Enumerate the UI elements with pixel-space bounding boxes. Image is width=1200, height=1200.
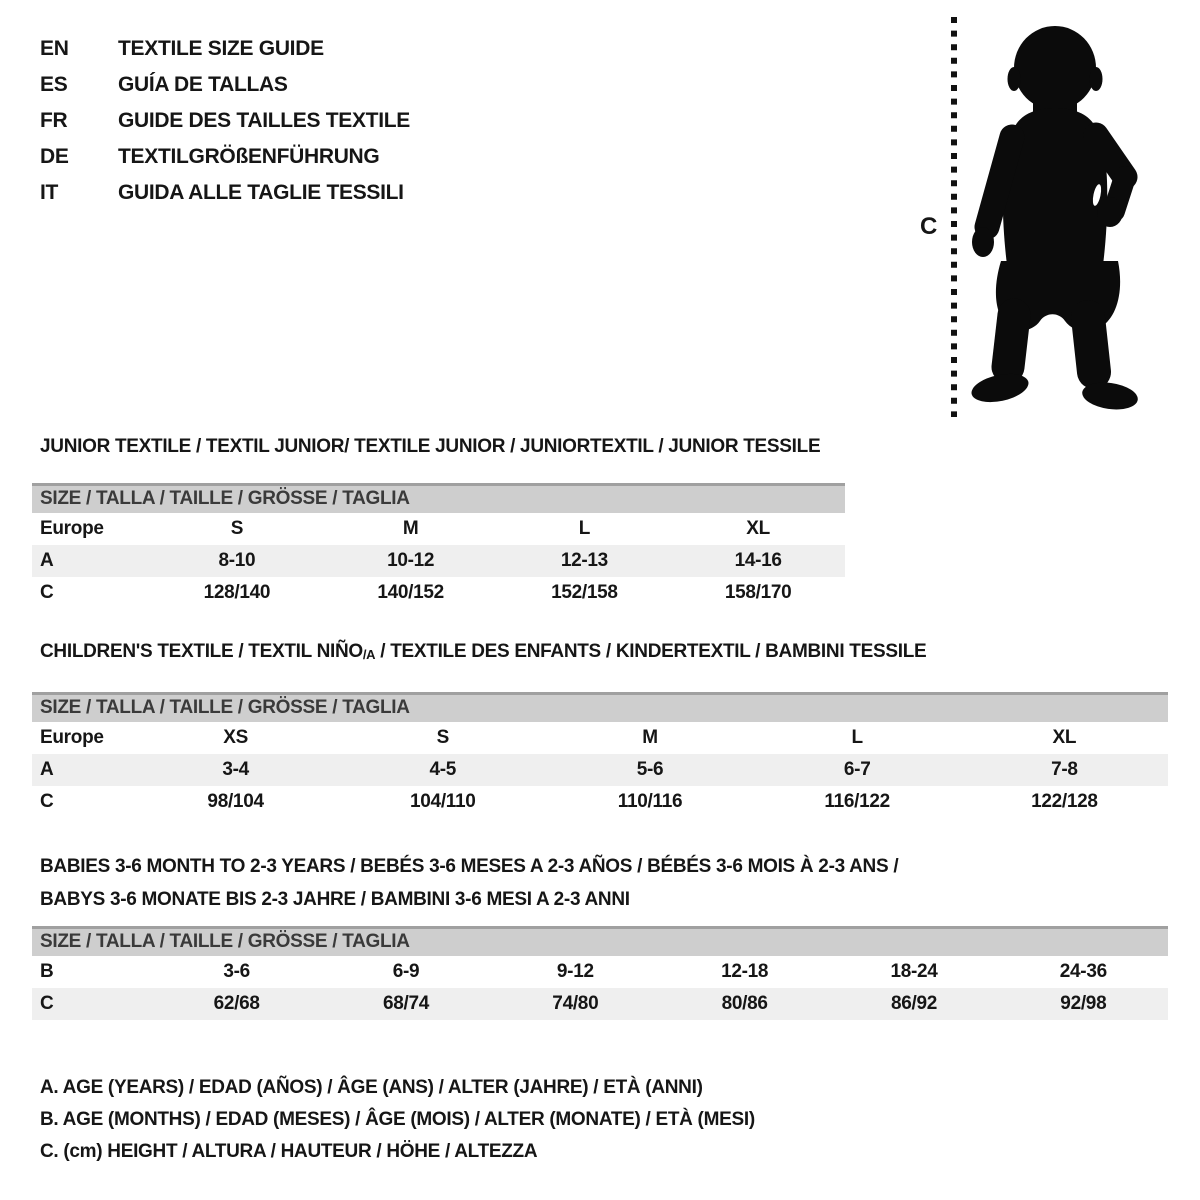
age-cell: 24-36 — [1059, 961, 1107, 982]
age-cell: 12-18 — [721, 961, 769, 982]
table-row-height-cm — [32, 988, 1168, 1020]
table-row-age-years — [32, 754, 1168, 786]
language-row-de — [40, 139, 410, 175]
row-label: A — [40, 759, 54, 780]
height-cell: 104/110 — [410, 791, 476, 812]
language-code: FR — [40, 109, 68, 132]
size-cell: S — [436, 727, 449, 748]
language-row-en — [40, 31, 410, 67]
babies-title-line1: BABIES 3-6 MONTH TO 2-3 YEARS / BEBÉS 3-6 MESES A 2-3 AÑOS / BÉBÉS 3-6 MOIS À 2-3 ANS / — [40, 856, 899, 877]
table-row-age-months — [32, 956, 1168, 988]
height-cell: 98/104 — [207, 791, 264, 812]
junior-section-title: JUNIOR TEXTILE / TEXTIL JUNIOR/ TEXTILE JUNIOR / JUNIORTEXTIL / JUNIOR TESSILE — [40, 436, 821, 457]
height-cell: 80/86 — [721, 993, 768, 1014]
height-cell: 152/158 — [551, 582, 618, 603]
age-cell: 7-8 — [1051, 759, 1078, 780]
measure-legend — [40, 1072, 755, 1168]
age-cell: 18-24 — [890, 961, 938, 982]
legend-height-cm: C. (cm) HEIGHT / ALTURA / HAUTEUR / HÖHE / ALTEZZA — [40, 1141, 538, 1162]
age-cell: 3-6 — [223, 961, 250, 982]
height-cell: 68/74 — [382, 993, 430, 1014]
row-label: C — [40, 791, 54, 812]
size-cell: XL — [1052, 727, 1077, 748]
height-cell: 110/116 — [617, 791, 683, 812]
row-label: Europe — [40, 518, 104, 539]
language-row-fr — [40, 103, 410, 139]
row-label: C — [40, 993, 54, 1014]
toddler-silhouette — [955, 15, 1150, 425]
height-cell: 122/128 — [1031, 791, 1098, 812]
table-row-height-cm — [32, 786, 1168, 818]
age-cell: 5-6 — [636, 759, 664, 780]
guide-title-es: GUÍA DE TALLAS — [118, 73, 288, 96]
children-title-prefix: CHILDREN'S TEXTILE / TEXTIL NIÑO — [40, 641, 363, 662]
age-cell: 6-9 — [392, 961, 420, 982]
age-cell: 10-12 — [387, 550, 435, 571]
language-row-it — [40, 175, 410, 211]
age-cell: 6-7 — [843, 759, 871, 780]
table-row-europe — [32, 513, 845, 545]
height-cell: 92/98 — [1060, 993, 1107, 1014]
size-cell: L — [851, 727, 863, 748]
size-cell: L — [578, 518, 591, 539]
legend-age-months: B. AGE (MONTHS) / EDAD (MESES) / ÂGE (MOIS) / ALTER (MONATE) / ETÀ (MESI) — [40, 1109, 755, 1130]
language-row-es — [40, 67, 410, 103]
junior-size-table — [32, 483, 845, 609]
babies-title-line2: BABYS 3-6 MONATE BIS 2-3 JAHRE / BAMBINI 3-6 MESI A 2-3 ANNI — [40, 888, 630, 910]
height-cell: 140/152 — [377, 582, 444, 603]
table-row-europe — [32, 722, 1168, 754]
language-code: EN — [40, 37, 69, 60]
row-label: C — [40, 582, 54, 603]
children-section-title — [40, 641, 926, 663]
age-cell: 12-13 — [560, 550, 608, 571]
age-cell: 9-12 — [556, 961, 594, 982]
children-title-subscript: /A — [362, 647, 376, 662]
language-code: DE — [40, 145, 69, 168]
height-cell: 128/140 — [203, 582, 271, 603]
language-code: ES — [40, 73, 68, 96]
size-cell: M — [402, 518, 419, 539]
size-header-bar: SIZE / TALLA / TAILLE / GRÖSSE / TAGLIA — [32, 692, 1168, 722]
height-cell: 74/80 — [552, 993, 599, 1014]
size-header-bar: SIZE / TALLA / TAILLE / GRÖSSE / TAGLIA — [32, 926, 1168, 956]
age-cell: 14-16 — [734, 550, 782, 571]
age-cell: 8-10 — [218, 550, 256, 571]
size-cell: M — [642, 727, 658, 748]
height-cell: 62/68 — [213, 993, 260, 1014]
children-title-suffix: / TEXTILE DES ENFANTS / KINDERTEXTIL / BAMBINI TESSILE — [375, 641, 927, 662]
children-size-table — [32, 692, 1168, 818]
size-header-bar: SIZE / TALLA / TAILLE / GRÖSSE / TAGLIA — [32, 483, 845, 513]
language-title-list — [40, 31, 410, 211]
guide-title-it: GUIDA ALLE TAGLIE TESSILI — [118, 181, 404, 204]
size-cell: S — [230, 518, 244, 539]
row-label: Europe — [40, 727, 104, 748]
row-label: A — [40, 550, 54, 571]
babies-section-title — [40, 851, 898, 916]
row-label: B — [40, 961, 54, 982]
guide-title-de: TEXTILGRÖßENFÜHRUNG — [118, 145, 380, 168]
language-code: IT — [40, 181, 59, 204]
guide-title-fr: GUIDE DES TAILLES TEXTILE — [118, 109, 410, 132]
babies-size-table — [32, 926, 1168, 1020]
guide-title-en: TEXTILE SIZE GUIDE — [118, 37, 324, 60]
table-row-age-years — [32, 545, 845, 577]
height-cell: 158/170 — [724, 582, 792, 603]
table-row-height-cm — [32, 577, 845, 609]
height-cell: 86/92 — [890, 993, 938, 1014]
age-cell: 4-5 — [429, 759, 457, 780]
size-cell: XL — [746, 518, 770, 539]
legend-age-years: A. AGE (YEARS) / EDAD (AÑOS) / ÂGE (ANS) / ALTER (JAHRE) / ETÀ (ANNI) — [40, 1077, 703, 1098]
height-measure-label: C — [920, 213, 938, 240]
size-cell: XS — [223, 727, 248, 748]
height-cell: 116/122 — [824, 791, 890, 812]
age-cell: 3-4 — [222, 759, 249, 780]
